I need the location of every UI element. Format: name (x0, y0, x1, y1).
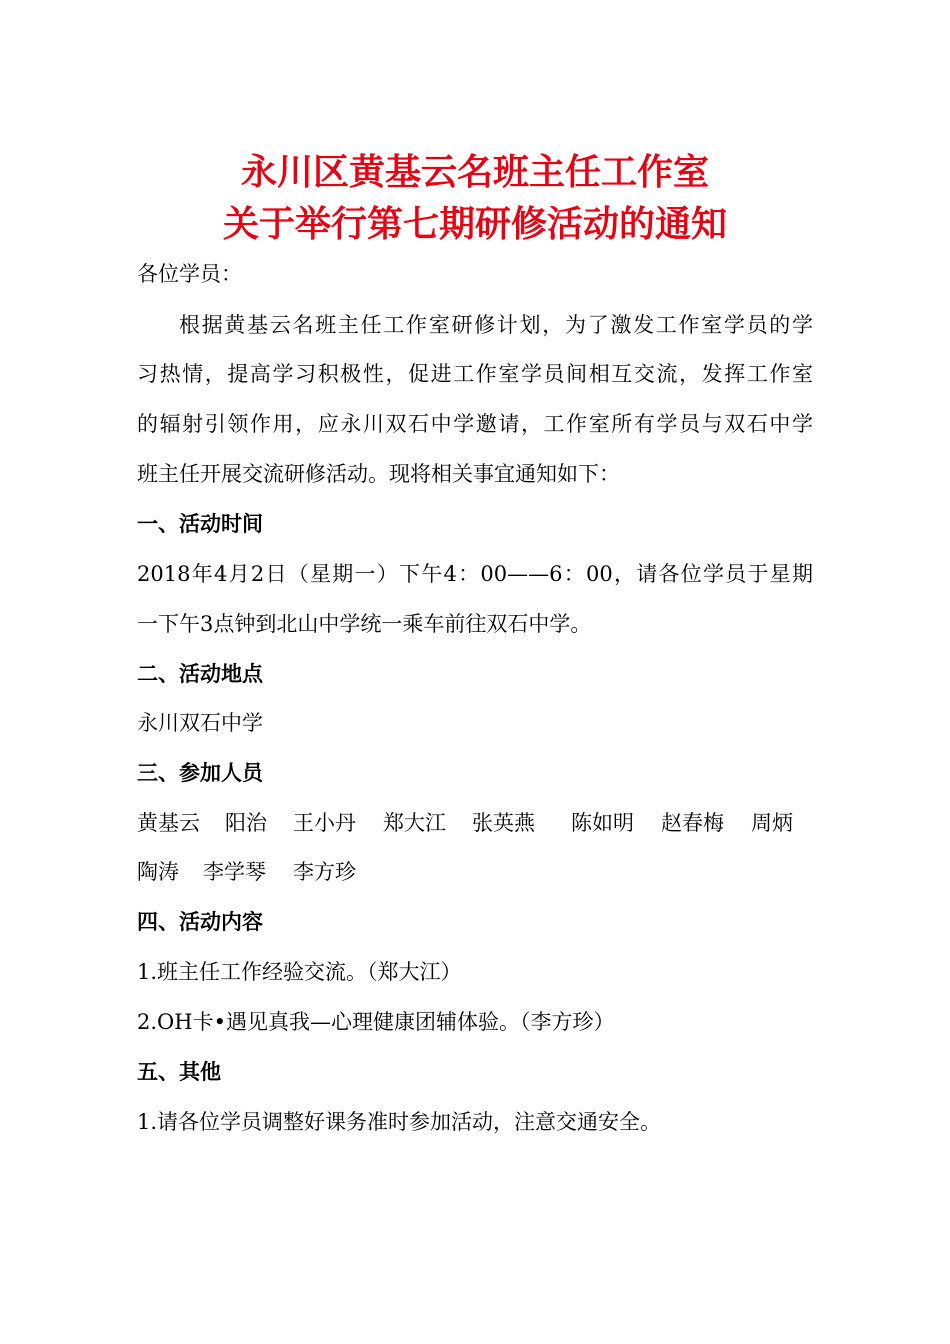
participant-name: 周炳 (751, 811, 793, 835)
participant-name: 张英燕 (472, 811, 535, 835)
title-line-1: 永川区黄基云名班主任工作室 (240, 151, 709, 193)
section-heading-content: 四、活动内容 (137, 910, 263, 934)
participant-name: 王小丹 (293, 811, 356, 835)
participant-name: 陶涛 (137, 860, 179, 884)
participant-name: 陈如明 (571, 811, 634, 835)
intro-line-1: 根据黄基云名班主任工作室研修计划，为了激发工作室学员的学 (179, 313, 813, 337)
section-heading-people: 三、参加人员 (137, 761, 263, 785)
participant-name: 郑大江 (383, 811, 446, 835)
time-line-2: 一下午3点钟到北山中学统一乘车前往双石中学。 (137, 612, 592, 636)
content-item-2: 2.OH卡•遇见真我—心理健康团辅体验。（李方珍） (137, 1010, 615, 1034)
section-heading-place: 二、活动地点 (137, 662, 263, 686)
place-text: 永川双石中学 (137, 711, 263, 735)
participant-name: 阳治 (225, 811, 267, 835)
participant-name: 李方珍 (293, 860, 356, 884)
time-line-1: 2018年4月2日（星期一）下午4：00——6：00，请各位学员于星期 (137, 562, 813, 586)
section-heading-other: 五、其他 (137, 1060, 221, 1084)
greeting: 各位学员： (137, 262, 242, 286)
participant-name: 李学琴 (203, 860, 266, 884)
participant-name: 黄基云 (137, 811, 200, 835)
intro-line-3: 的辐射引领作用，应永川双石中学邀请，工作室所有学员与双石中学 (137, 412, 813, 436)
intro-line-4: 班主任开展交流研修活动。现将相关事宜通知如下： (137, 462, 620, 486)
title-line-2: 关于举行第七期研修活动的通知 (222, 203, 727, 245)
participant-name: 赵春梅 (661, 811, 724, 835)
content-item-1: 1.班主任工作经验交流。（郑大江） (137, 960, 462, 984)
section-heading-time: 一、活动时间 (137, 512, 263, 536)
other-item-1: 1.请各位学员调整好课务准时参加活动，注意交通安全。 (137, 1110, 662, 1134)
intro-line-2: 习热情，提高学习积极性，促进工作室学员间相互交流，发挥工作室 (137, 362, 813, 386)
